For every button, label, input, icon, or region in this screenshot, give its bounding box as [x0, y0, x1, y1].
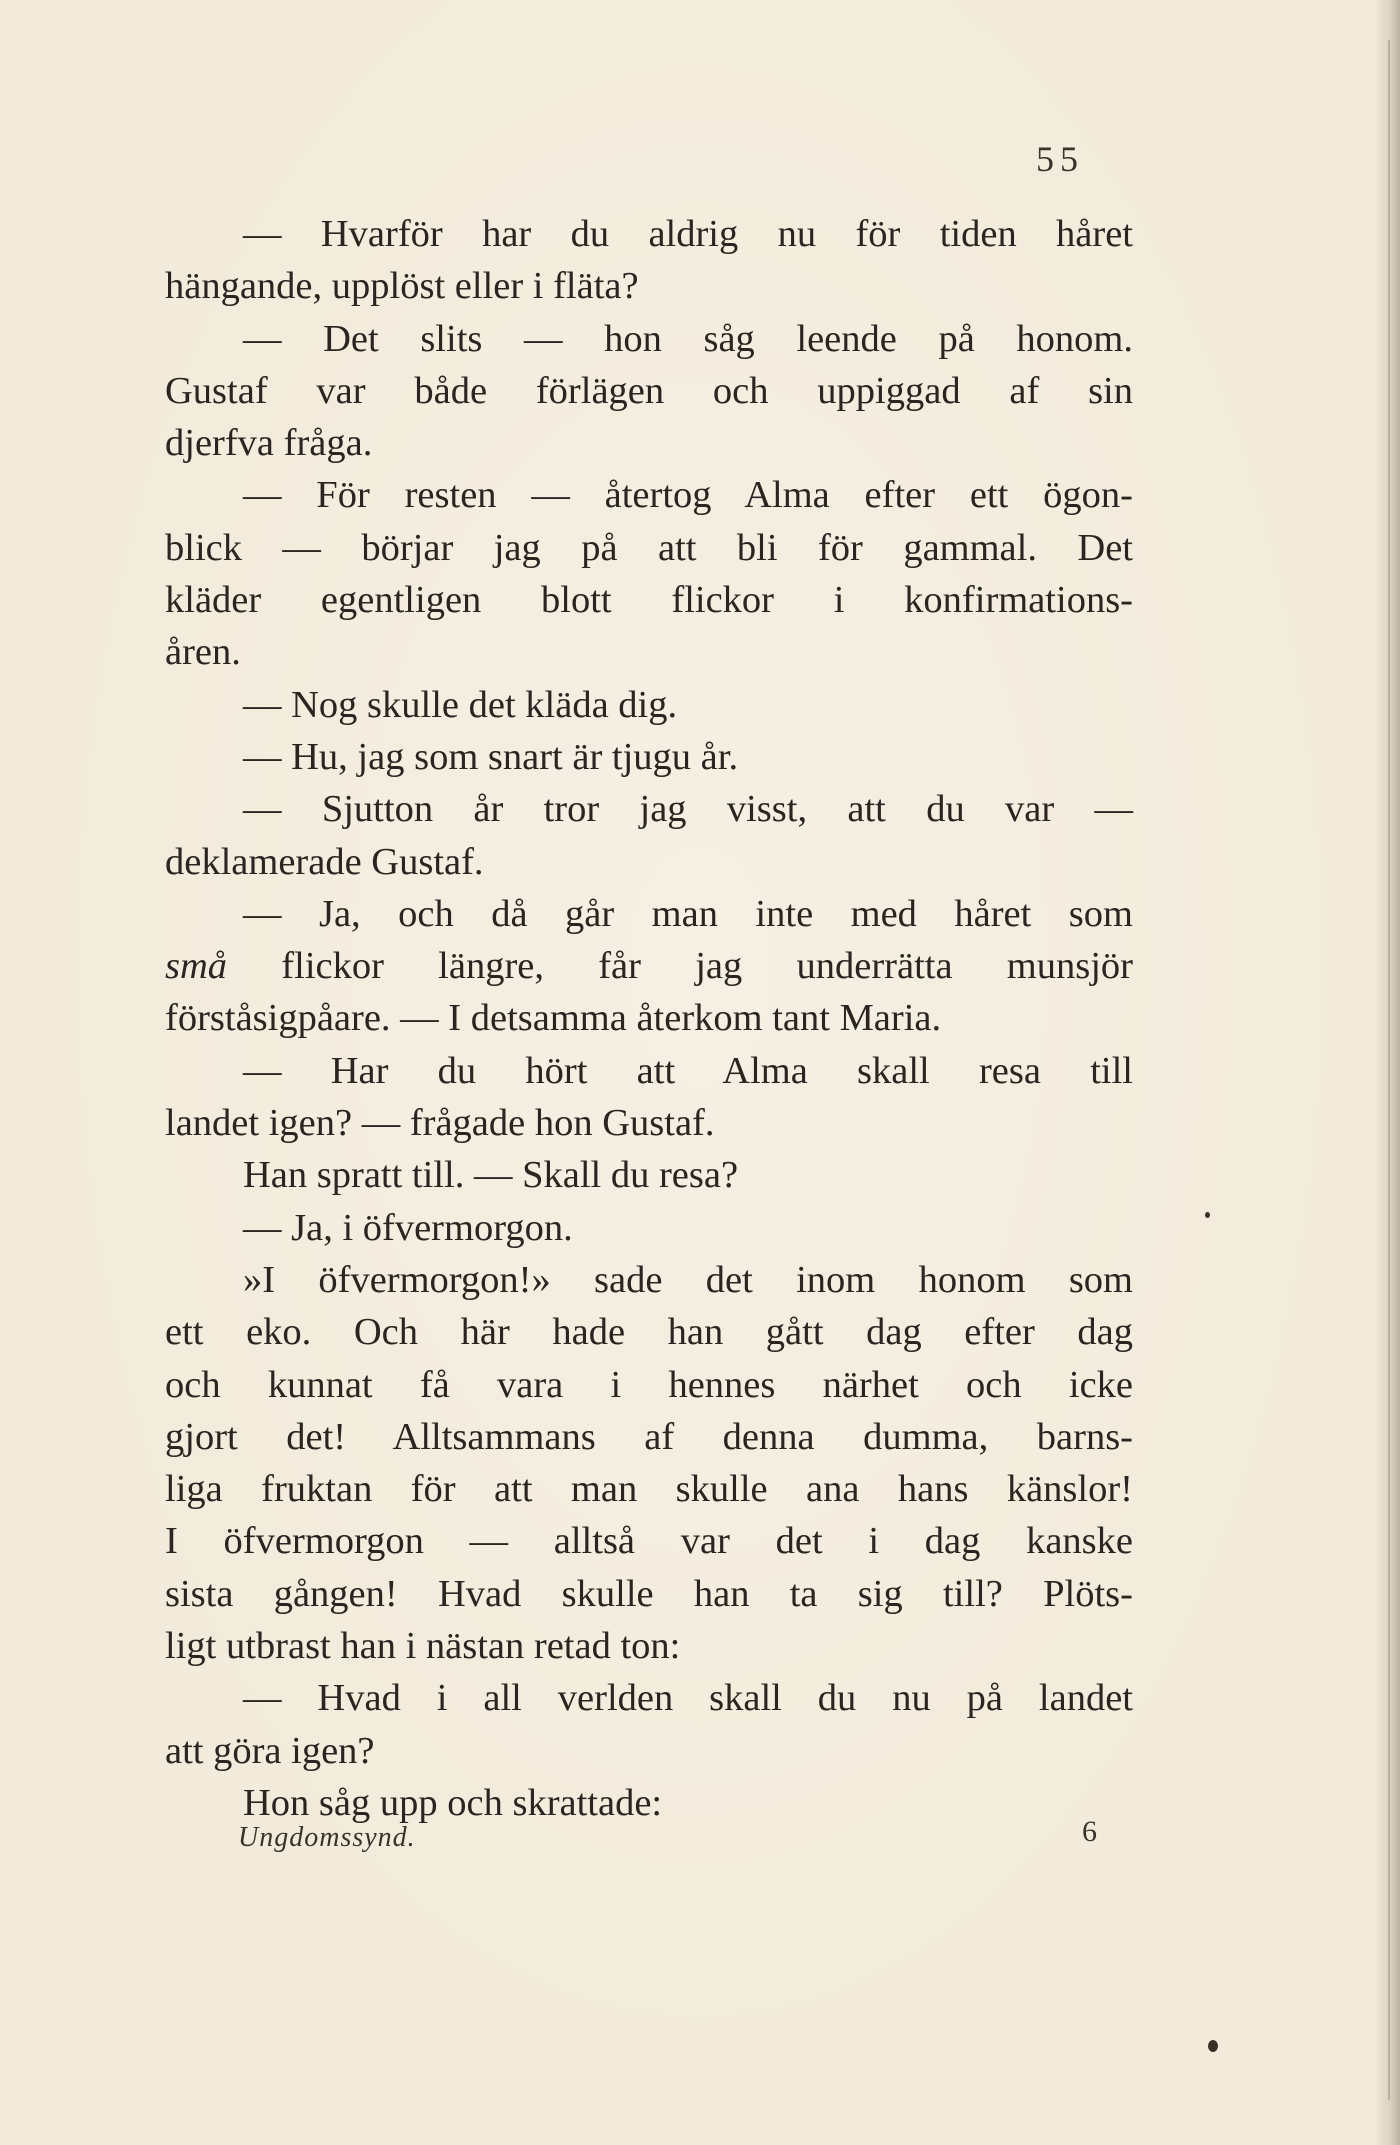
text-line: Gustaf var både förlägen och uppiggad af sin [165, 369, 1133, 412]
ink-speck [1205, 1212, 1210, 1218]
text-line: Hon såg upp och skrattade: [243, 1781, 663, 1824]
text-line: ett eko. Och här hade han gått dag efter dag [165, 1311, 1133, 1354]
text-line: djerfva fråga. [165, 422, 373, 465]
text-line: — Sjutton år tror jag visst, att du var — [243, 788, 1133, 831]
text-line: små flickor längre, får jag underrätta munsjör [165, 945, 1133, 988]
text-line: — Hu, jag som snart är tjugu år. [243, 735, 739, 778]
text-line: — Ja, och då går man inte med håret som [243, 892, 1133, 935]
text-line: landet igen? — frågade hon Gustaf. [165, 1102, 715, 1145]
page-number: 55 [1036, 139, 1084, 179]
body-text [165, 208, 1133, 1829]
text-line: — Har du hört att Alma skall resa till [243, 1049, 1133, 1092]
ink-speck [1208, 2040, 1218, 2052]
emphasized-word: små [165, 945, 228, 988]
text-line: ligt utbrast han i nästan retad ton: [165, 1625, 681, 1668]
text-line: deklamerade Gustaf. [165, 840, 484, 883]
text-line: och kunnat få vara i hennes närhet och icke [165, 1363, 1133, 1406]
text-line: förståsigpåare. — I detsamma återkom tant Maria. [165, 997, 942, 1040]
text-line: åren. [165, 631, 241, 674]
text-line: I öfvermorgon — alltså var det i dag kanske [165, 1520, 1133, 1563]
text-line: att göra igen? [165, 1729, 375, 1772]
text-line: gjort det! Alltsammans af denna dumma, barns- [165, 1415, 1133, 1458]
footer-signature-mark: 6 [1082, 1815, 1097, 1848]
text-line: — Hvarför har du aldrig nu för tiden håret [243, 213, 1133, 255]
text-line: Han spratt till. — Skall du resa? [243, 1154, 739, 1197]
footer-book-title: Ungdomssynd. [238, 1822, 416, 1853]
text-line: kläder egentligen blott flickor i konfirmations- [165, 579, 1133, 622]
text-line: blick — börjar jag på att bli för gammal. Det [165, 526, 1133, 569]
text-line: hängande, upplöst eller i fläta? [165, 265, 639, 308]
text-line: »I öfvermorgon!» sade det inom honom som [243, 1258, 1133, 1301]
text-line: — För resten — återtog Alma efter ett ögon- [243, 474, 1133, 517]
text-line: — Nog skulle det kläda dig. [243, 683, 678, 726]
text-line: liga fruktan för att man skulle ana hans känslor! [165, 1468, 1133, 1511]
page-edge-line [1388, 40, 1390, 2100]
text-line: — Det slits — hon såg leende på honom. [243, 317, 1133, 360]
text-line: — Ja, i öfvermorgon. [243, 1206, 573, 1249]
page-edge-shadow [1374, 0, 1400, 2145]
text-line: sista gången! Hvad skulle han ta sig till? Plöts- [165, 1572, 1133, 1615]
text-line: — Hvad i all verlden skall du nu på landet [243, 1677, 1133, 1720]
